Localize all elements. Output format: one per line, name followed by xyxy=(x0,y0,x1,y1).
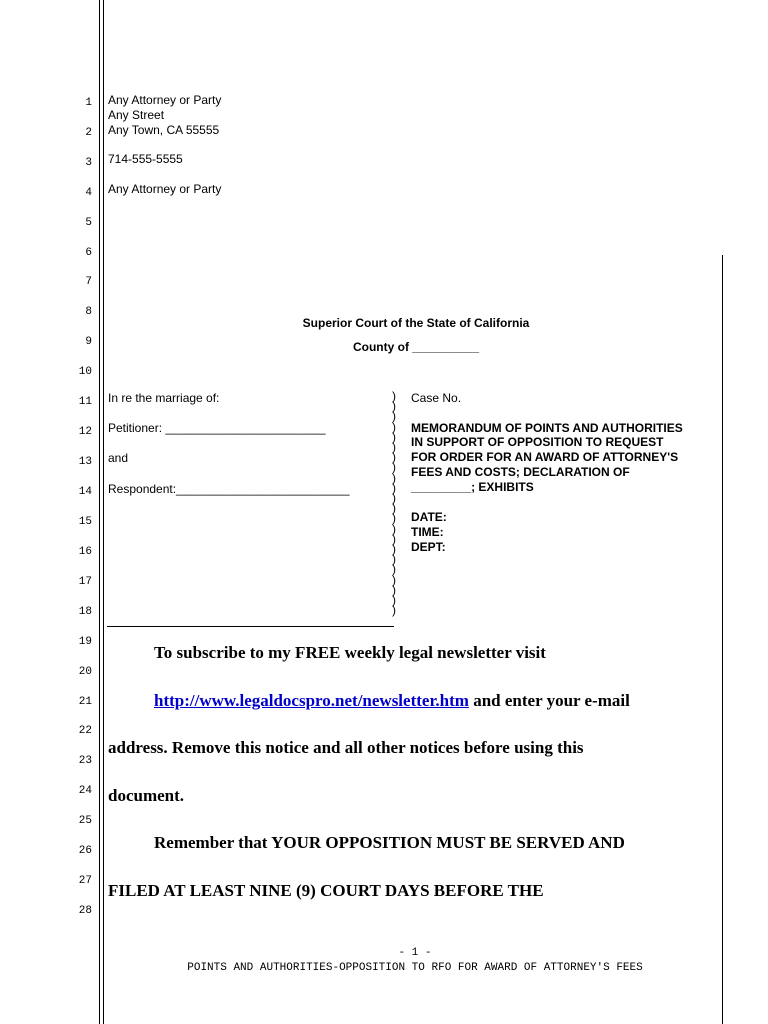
attorney-city: Any Town, CA 55555 xyxy=(108,123,220,137)
line-number: 12 xyxy=(78,426,92,438)
petitioner-field: Petitioner: ________________________ xyxy=(108,421,326,435)
line-number: 13 xyxy=(78,456,92,468)
line-number: 1 xyxy=(85,97,92,109)
line-number: 3 xyxy=(85,157,92,169)
line-number: 17 xyxy=(78,576,92,588)
case-number-label: Case No. xyxy=(411,391,462,405)
attorney-name: Any Attorney or Party xyxy=(108,93,222,107)
line-number: 5 xyxy=(85,217,92,229)
line-number: 11 xyxy=(78,396,92,408)
caption-parentheses: ) ) ) ) ) ) ) ) ) ) ) ) ) ) ) ) ) ) ) ) ) ) xyxy=(392,389,396,618)
hearing-date: DATE: xyxy=(411,510,447,524)
line-number: 25 xyxy=(78,815,92,827)
line-number: 22 xyxy=(78,725,92,737)
line-number: 10 xyxy=(78,366,92,378)
line-number: 28 xyxy=(78,905,92,917)
newsletter-link[interactable]: http://www.legaldocspro.net/newsletter.htm xyxy=(154,691,469,710)
marriage-label: In re the marriage of: xyxy=(108,391,220,405)
line-number: 18 xyxy=(78,606,92,618)
hearing-dept: DEPT: xyxy=(411,540,446,554)
line-number: 6 xyxy=(85,247,92,259)
body-line-with-link xyxy=(154,691,630,711)
attorney-street: Any Street xyxy=(108,108,165,122)
left-margin-line-inner xyxy=(103,0,104,1024)
line-number: 7 xyxy=(85,276,92,288)
line-number: 14 xyxy=(78,486,92,498)
line-number: 26 xyxy=(78,845,92,857)
right-margin-line xyxy=(722,255,723,1024)
attorney-for: Any Attorney or Party xyxy=(108,182,222,196)
line-number: 2 xyxy=(85,127,92,139)
document-title-line: FOR ORDER FOR AN AWARD OF ATTORNEY'S xyxy=(411,450,679,464)
line-number: 27 xyxy=(78,875,92,887)
line-number: 20 xyxy=(78,666,92,678)
line-number: 9 xyxy=(85,336,92,348)
document-title-line: IN SUPPORT OF OPPOSITION TO REQUEST xyxy=(411,435,664,449)
line-number: 16 xyxy=(78,546,92,558)
line-number: 23 xyxy=(78,755,92,767)
court-name: Superior Court of the State of California xyxy=(302,316,530,330)
body-line: Remember that YOUR OPPOSITION MUST BE SERVED AND xyxy=(154,833,625,852)
court-county: County of __________ xyxy=(352,340,480,354)
body-line: document. xyxy=(108,786,185,805)
body-line-tail: and enter your e-mail xyxy=(468,691,630,710)
line-number: 4 xyxy=(85,187,92,199)
hearing-time: TIME: xyxy=(411,525,444,539)
body-line: FILED AT LEAST NINE (9) COURT DAYS BEFORE THE xyxy=(108,881,544,900)
attorney-phone: 714-555-5555 xyxy=(108,152,183,166)
line-number: 24 xyxy=(78,785,92,797)
page-number: - 1 - xyxy=(398,947,432,959)
body-line: address. Remove this notice and all other notices before using this xyxy=(108,738,584,757)
line-number: 15 xyxy=(78,516,92,528)
line-number: 19 xyxy=(78,636,92,648)
line-number: 8 xyxy=(85,306,92,318)
footer-title: POINTS AND AUTHORITIES-OPPOSITION TO RFO FOR AWARD OF ATTORNEY'S FEES xyxy=(187,962,643,974)
document-title-line: _________; EXHIBITS xyxy=(411,480,534,494)
document-title-line: FEES AND COSTS; DECLARATION OF xyxy=(411,465,630,479)
and-label: and xyxy=(108,451,129,465)
body-line: To subscribe to my FREE weekly legal newsletter visit xyxy=(154,643,546,662)
line-number: 21 xyxy=(78,696,92,708)
caption-bottom-rule xyxy=(107,626,394,627)
left-margin-line-outer xyxy=(99,0,100,1024)
document-title-line: MEMORANDUM OF POINTS AND AUTHORITIES xyxy=(411,421,683,435)
respondent-field: Respondent:__________________________ xyxy=(108,482,350,496)
